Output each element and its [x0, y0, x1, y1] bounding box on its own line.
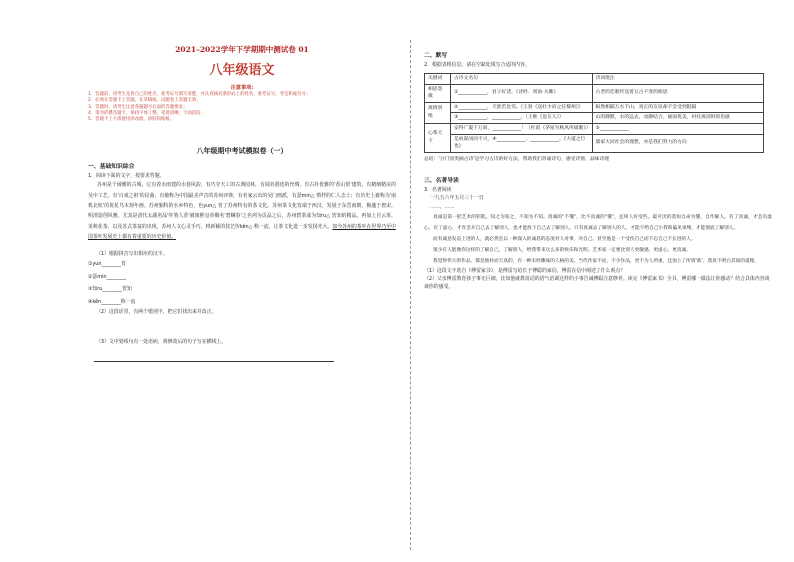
- notice-item: 2．必须在答题卡上答题，在草稿纸、试题卷上答题无效；: [88, 98, 201, 104]
- table-row: [425, 123, 764, 134]
- quote-paragraph: 很少有人能像你这样的了解自己，了解别人，给我带来这么多的快乐和光明。艺术家一定要比别人更敏感，更虚心，更真诚。: [433, 247, 691, 253]
- exam-title: 2021–2022学年下学期期中测试卷 01: [175, 45, 309, 54]
- table-cell: 相思怨歌: [425, 84, 451, 102]
- answer-line[interactable]: [94, 352, 334, 362]
- table-cell: 心系天下: [425, 123, 451, 152]
- question-intro: 1．阅读下面的文字，按要求答题。: [88, 173, 165, 180]
- sub-question: （2）父亲傅雷教育孩子事无巨细，比如他就教说话的语气语调这样的小事告诫傅聪注意修养。读完《傅雷家书》全书，傅雷哪一做法让你感动？结合具体内容谈谈你的感受。: [424, 275, 770, 290]
- sub-question: （2）这段话里，有两个错别字，把它们找出来并改正。: [96, 309, 217, 316]
- blank-item[interactable]: ③知ru________皆知: [88, 286, 132, 293]
- notice-item: 1．答题前，请考生先将自己的姓名、准考证号填写清楚，并认真核对条形码上的姓名、准考证号、考室和座位号；: [88, 92, 311, 97]
- column-divider: [410, 40, 411, 550]
- table-cell[interactable]: ③____________，____________。（王维《送友人》）: [450, 113, 592, 124]
- table-cell: 纵然相隔万水千山，真正的友谊却不会受到阻隔: [592, 102, 763, 113]
- blank-item[interactable]: ④kěn________称一流: [88, 298, 136, 305]
- section-heading: 三、名著导读: [424, 177, 459, 184]
- table-row: [425, 113, 764, 124]
- sub-question: （3）文中划线句有一处语病，将修改后的句子写在横线上。: [96, 339, 227, 346]
- pinyin-blanks: [88, 258, 396, 308]
- quote-paragraph: 而有诚意发奋上进的人，就必然会以一种深入的诚恳的态度对人对事，对自己。甚至他是一个受伤自己而不忍自己不长进的人。: [433, 236, 696, 242]
- letter-quote: [424, 212, 772, 267]
- table-cell: 山的静默，水的远去，动静结合，画面优美，衬托离别时的伤感: [592, 113, 763, 124]
- table-cell[interactable]: 安得广厦千万间，____________！（杜甫《茅屋为秋风所破歌》）: [450, 123, 592, 134]
- passage-body: 苏州是个闹雅的古城，它有着水雨建的水巷风韵，有巧夺天工的古典园林，有闻名遐迩的丝绸，有古朴优雅的'香山帮'建筑，有精细精美的吴中工艺，有'百戏之祖'的昆曲，有被称为中国最美声音的苏州评弹，有名家云出的吴门画派，有瑟min△ 情杼的仁人志士；有历史上被称为'南机北杭'的优花鸟木刻年画。苏州独特的水乡特色，也yun△ 育了苏州特有的茶文化。苏州茶文化发端于西汉，发展于东晋南朝，极盛于唐宋，明清造创风雅。尤其是清代太湖名品'吓煞人香'被康熙皇帝赐名'碧螺春'之名列为贡品之后，苏州碧茶成为知ru△ 皆知的精品。再加上自云茶，茉莉花茶，以及苏式茶宴的出现，苏州人文心灵手巧，将新颖的技艺传kěn△ 称一流，让茶文化进一步发扬光大。: [88, 182, 396, 230]
- poem-table: [424, 73, 764, 153]
- table-header-cell: 诗词批注: [592, 74, 763, 85]
- ellipsis-line: ……，……: [430, 203, 455, 210]
- question-intro: 2．根据表格信息，请在空缺处填写合适的内容。: [424, 62, 530, 68]
- notice-item: 5．答题卡上不准使用涂改液、涂胶和贴纸。: [88, 117, 175, 123]
- quote-paragraph: 真诚是第一把艺术的钥匙。知之为知之，不知为不知。真诚的"不懂"，比不真诚的"懂"，还叫人好受些。最可厌的莫如自命为懂，自作解人。有了真诚，才会有虚心，有了虚心，才肯丢开自己去了解别人，也才能放下自己去了解别人。只有真诚去了解别人的人，才能不给自己小我和偏见束缚，才能彻底了解别人。: [424, 214, 772, 231]
- table-cell[interactable]: ⑤____________: [592, 123, 763, 134]
- notice-block: [88, 84, 396, 123]
- table-cell[interactable]: ②____________，天涯若比邻。《王勃《送杜少府之任蜀州》》: [450, 102, 592, 113]
- table-summary: 总结：'分门别类摘古诗'是学习古诗的好方法，帮助我们背诵诗句，感受诗情，品味诗理: [424, 156, 609, 162]
- blank-item[interactable]: ②瑟min________: [88, 273, 127, 280]
- table-cell[interactable]: 是故谋闭而不兴，④____________，____________。《大道之行也》: [450, 134, 592, 152]
- sub-question: （1）这段文字选自《傅雷家书》，是傅雷写给长子傅聪的家信，傅雷在信中阐述了什么观点？: [424, 267, 626, 274]
- test-title: 八年级期中考试模拟卷（一）: [196, 147, 288, 156]
- section-heading: 二、默写: [424, 53, 448, 59]
- table-row: [425, 84, 764, 102]
- grade-title: 八年级语文: [209, 63, 275, 78]
- blank-item[interactable]: ①yun________育: [88, 261, 126, 268]
- table-cell[interactable]: ①____________，君子好逑。《诗经．周南·关雎》: [450, 84, 592, 102]
- quote-paragraph: 我觉得伟大的作品，都是拙朴而天真的，有一种未经雕琢的人格的美。当代作家不论，不少作品，更不为人所重，还加上了所谓'新'，我真不明白其间的道理。: [433, 258, 760, 264]
- left-column: [88, 44, 396, 362]
- notice-heading: 注意事项:: [230, 85, 254, 91]
- table-header-cell: 古诗文名句: [450, 74, 592, 85]
- table-cell: 儒家大同社会的理想，亦是我们努力的方向: [592, 134, 763, 152]
- table-row: [425, 102, 764, 113]
- table-row: [425, 134, 764, 152]
- table-header-row: [425, 74, 764, 85]
- table-cell: 古老的恋歌传送着亘古不变的相思: [592, 84, 763, 102]
- letter-date: 一九五六年五月三十一日: [430, 194, 484, 201]
- passage-text: [88, 180, 396, 242]
- sub-question: （1）根据拼音写出相应的汉字。: [96, 251, 168, 258]
- notice-item: 4．请勿折叠答题卡，保持字体工整、笔迹清晰、卡面清洁；: [88, 110, 205, 116]
- section-heading: 一、基础知识综合: [88, 164, 135, 171]
- underlined-sentence: 如今苏州的茶叶在世界乃至中国茶叶发展史上都有着重要的历史价值。: [88, 223, 396, 240]
- question-intro: 3．名著阅读: [424, 186, 452, 193]
- notice-item: 3．答题时，请考生注意各题题号后面的答题要求；: [88, 104, 188, 110]
- table-header-cell: 关键词: [425, 74, 451, 85]
- right-column: [424, 48, 772, 291]
- table-cell: 离情别绪: [425, 102, 451, 123]
